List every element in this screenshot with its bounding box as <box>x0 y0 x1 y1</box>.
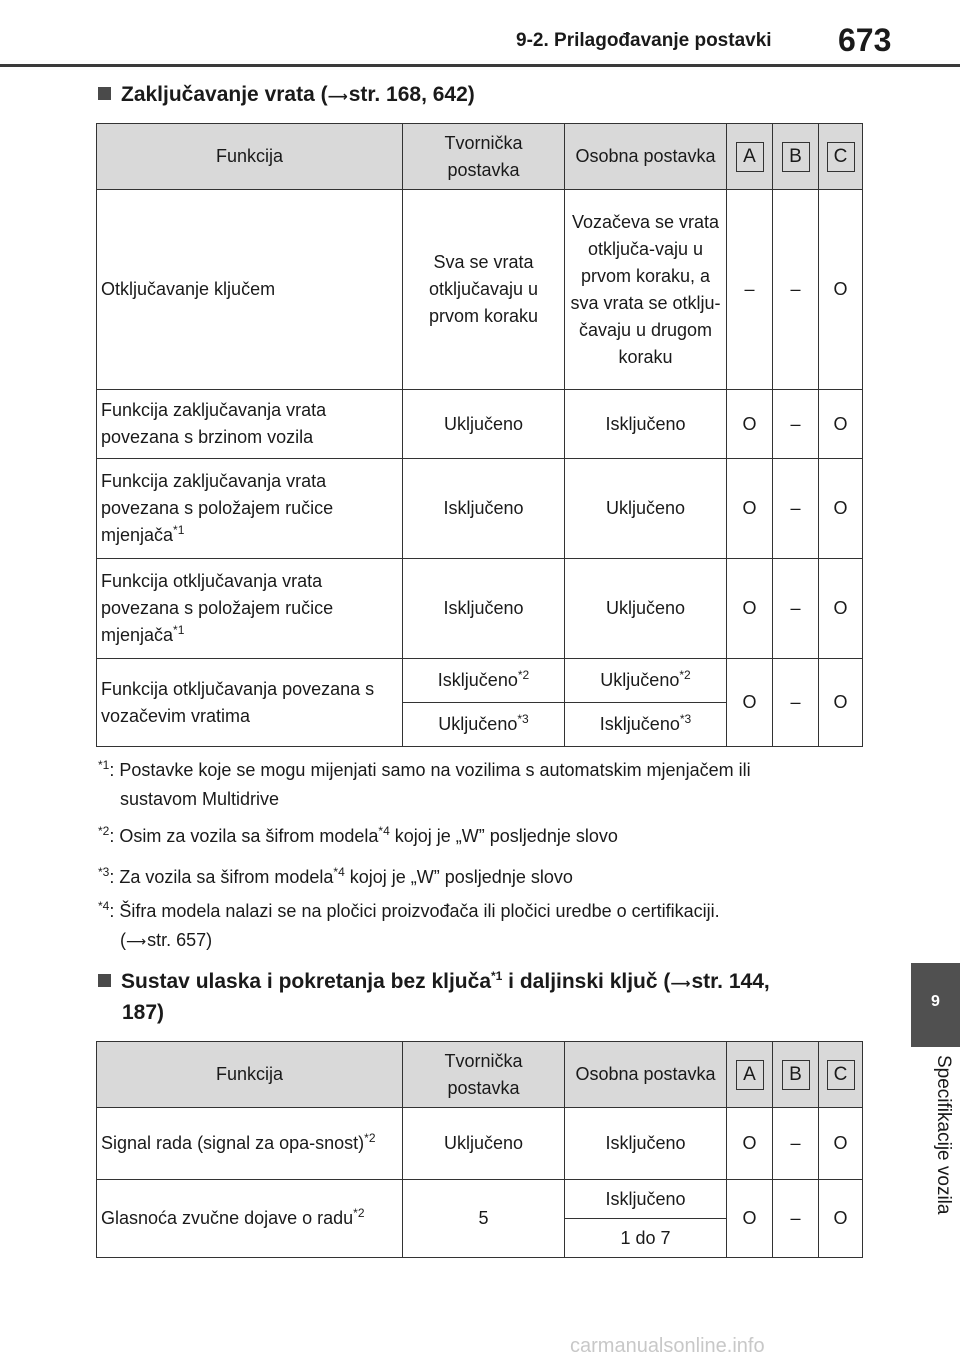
keyless-entry-table <box>96 1041 863 1258</box>
chapter-number: 9 <box>931 993 940 1010</box>
cell-personal: Isključeno <box>565 1108 727 1180</box>
arrow-right-icon: ⟶ <box>327 88 349 104</box>
col-factory: Tvornička postavka <box>403 1042 565 1108</box>
cell-function: Funkcija zaključavanja vrata povezana s položajem ručice mjenjača$^{*1}$ <box>97 459 403 559</box>
col-b: B <box>773 1042 819 1108</box>
footnote: $^{*1}$: Postavke koje se mogu mijenjati samo na vozilima s automatskim mjenjačem ili sustavom Multidrive <box>98 758 751 809</box>
col-c: C <box>819 1042 863 1108</box>
section1-heading <box>98 80 475 111</box>
page-number: 673 <box>838 22 892 58</box>
watermark: carmanualsonline.info <box>570 1335 765 1357</box>
cell-a: O <box>727 1180 773 1258</box>
cell-c: O <box>819 659 863 747</box>
cell-factory: Uključeno <box>403 390 565 459</box>
col-c: C <box>819 124 863 190</box>
cell-personal: Uključeno <box>565 459 727 559</box>
col-function: Funkcija <box>97 1042 403 1108</box>
cell-factory: Isključeno$^{*2}$ <box>403 659 565 703</box>
cell-personal: Isključeno$^{*3}$ <box>565 703 727 747</box>
cell-a: O <box>727 1108 773 1180</box>
cell-personal: Isključeno <box>565 1180 727 1219</box>
cell-c: O <box>819 1180 863 1258</box>
cell-b: – <box>773 390 819 459</box>
footnote: $^{*3}$: Za vozila sa šifrom modela$^{*4}$ kojoj je „W” posljednje slovo <box>98 865 573 887</box>
cell-c: O <box>819 190 863 390</box>
table-row <box>97 390 863 459</box>
cell-factory: Uključeno$^{*3}$ <box>403 703 565 747</box>
cell-function: Glasnoća zvučne dojave o radu$^{*2}$ <box>97 1180 403 1258</box>
cell-factory: Isključeno <box>403 459 565 559</box>
cell-function: Funkcija otključavanja povezana s vozačevim vratima <box>97 659 403 747</box>
table-row <box>97 559 863 659</box>
cell-b: – <box>773 659 819 747</box>
square-bullet-icon <box>98 87 111 100</box>
col-personal: Osobna postavka <box>565 124 727 190</box>
cell-a: O <box>727 559 773 659</box>
col-factory: Tvornička postavka <box>403 124 565 190</box>
table-row <box>97 659 863 703</box>
col-function: Funkcija <box>97 124 403 190</box>
cell-a: O <box>727 659 773 747</box>
cell-personal: Uključeno$^{*2}$ <box>565 659 727 703</box>
cell-function: Funkcija otključavanja vrata povezana s položajem ručice mjenjača$^{*1}$ <box>97 559 403 659</box>
col-a: A <box>727 124 773 190</box>
col-b: B <box>773 124 819 190</box>
cell-b: – <box>773 1180 819 1258</box>
chapter-label: Specifikacije vozila <box>933 1055 954 1215</box>
cell-c: O <box>819 559 863 659</box>
table-row <box>97 459 863 559</box>
cell-b: – <box>773 190 819 390</box>
footnote: $^{*2}$: Osim za vozila sa šifrom modela$^{*4}$ kojoj je „W” posljednje slovo <box>98 824 618 846</box>
cell-c: O <box>819 459 863 559</box>
cell-factory: 5 <box>403 1180 565 1258</box>
cell-a: O <box>727 390 773 459</box>
arrow-right-icon: ⟶ <box>126 933 148 949</box>
table-header-row <box>97 1042 863 1108</box>
cell-personal: 1 do 7 <box>565 1219 727 1258</box>
cell-b: – <box>773 459 819 559</box>
section1-heading-text: Zaključavanje vrata ( <box>121 83 328 106</box>
table-header-row <box>97 124 863 190</box>
cell-b: – <box>773 559 819 659</box>
table-row <box>97 1180 863 1219</box>
cell-personal: Isključeno <box>565 390 727 459</box>
footnote: $^{*4}$: Šifra modela nalazi se na pločici proizvođača ili pločici uredbe o certifikaciji. (⟶str. 657) <box>98 899 720 950</box>
cell-a: O <box>727 459 773 559</box>
cell-function: Funkcija zaključavanja vrata povezana s brzinom vozila <box>97 390 403 459</box>
cell-factory: Uključeno <box>403 1108 565 1180</box>
door-lock-table <box>96 123 863 747</box>
cell-a: – <box>727 190 773 390</box>
cell-factory: Isključeno <box>403 559 565 659</box>
table-row <box>97 190 863 390</box>
col-personal: Osobna postavka <box>565 1042 727 1108</box>
col-a: A <box>727 1042 773 1108</box>
arrow-right-icon: ⟶ <box>670 975 692 991</box>
cell-personal: Uključeno <box>565 559 727 659</box>
square-bullet-icon <box>98 974 111 987</box>
cell-function: Signal rada (signal za opa-snost)$^{*2}$ <box>97 1108 403 1180</box>
section2-heading: Sustav ulaska i pokretanja bez ključa$^{*1}$ i daljinski ključ (⟶str. 144, 187) <box>98 967 868 1028</box>
cell-personal: Vozačeva se vrata otključa-vaju u prvom koraku, a sva vrata se otklju-čavaju u drugom koraku <box>565 190 727 390</box>
cell-b: – <box>773 1108 819 1180</box>
table-row <box>97 1108 863 1180</box>
section-title: 9-2. Prilagođavanje postavki <box>516 30 772 51</box>
cell-c: O <box>819 1108 863 1180</box>
section1-heading-ref: str. 168, 642) <box>348 83 475 106</box>
cell-function: Otključavanje ključem <box>97 190 403 390</box>
cell-c: O <box>819 390 863 459</box>
header-rule <box>0 64 960 67</box>
cell-factory: Sva se vrata otključavaju u prvom koraku <box>403 190 565 390</box>
